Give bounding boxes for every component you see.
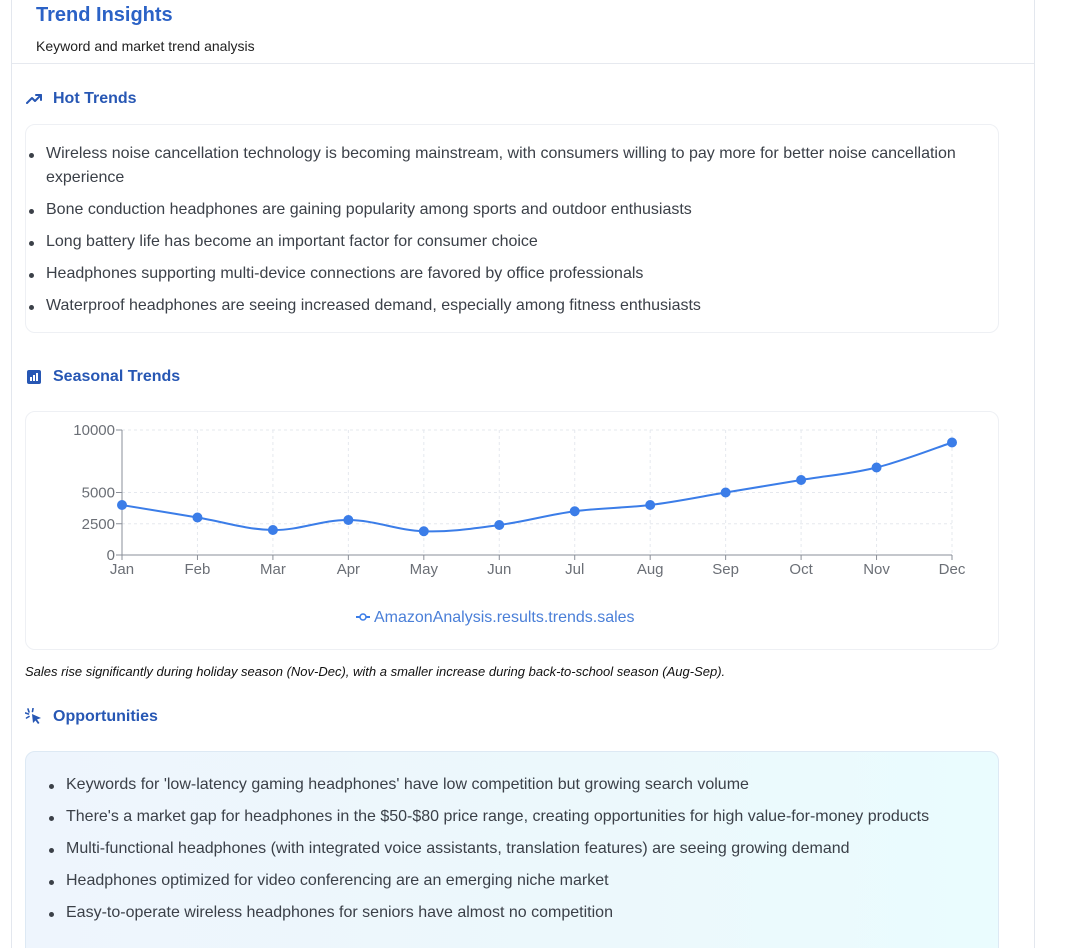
x-tick-label: Oct (789, 561, 813, 578)
data-point (268, 526, 277, 535)
x-tick-label: Jan (109, 561, 135, 578)
list-item: Bone conduction headphones are gaining popularity among sports and outdoor enthusiasts (26, 198, 966, 222)
seasonal-trends-heading (25, 368, 180, 386)
list-item: There's a market gap for headphones in the $50-$80 price range, creating opportunities for high value-for-money products (46, 805, 946, 829)
list-item: Long battery life has become an important factor for consumer choice (26, 230, 966, 254)
data-point (646, 501, 655, 510)
data-point (948, 438, 957, 447)
list-item: Easy-to-operate wireless headphones for seniors have almost no competition (46, 901, 946, 925)
y-tick-label: 5000 (81, 484, 115, 502)
series-line-sales (122, 443, 952, 532)
x-tick-label: Sep (712, 561, 739, 578)
legend-label: AmazonAnalysis.results.trends.sales (374, 609, 635, 626)
data-point (721, 488, 730, 497)
y-tick-label: 0 (106, 547, 115, 564)
x-tick-label: Aug (636, 561, 664, 578)
y-tick-label: 10000 (73, 422, 115, 439)
list-item: Headphones optimized for video conferencing are an emerging niche market (46, 869, 946, 893)
list-item: Wireless noise cancellation technology is becoming mainstream, with consumers willing to pay more for better noise cancellation experience (26, 142, 966, 190)
cursor-click-icon (25, 709, 43, 725)
data-point (570, 507, 579, 516)
seasonal-chart-container (25, 411, 999, 650)
seasonal-note: Sales rise significantly during holiday season (Nov-Dec), with a smaller increase during back-to-school season (Aug-Sep). (25, 664, 726, 679)
data-point (872, 463, 881, 472)
x-tick-label: Jul (565, 561, 585, 578)
legend-swatch-dot (360, 614, 366, 620)
list-item: Waterproof headphones are seeing increased demand, especially among fitness enthusiasts (26, 294, 966, 318)
opportunities-title: Opportunities (53, 708, 158, 725)
data-point (118, 501, 127, 510)
seasonal-sales-chart (26, 412, 1000, 651)
hot-trends-title: Hot Trends (53, 90, 137, 107)
data-point (495, 521, 504, 530)
trending-up-icon (25, 91, 43, 107)
x-tick-label: Feb (184, 561, 211, 578)
x-tick-label: Apr (336, 561, 361, 578)
x-tick-label: Mar (259, 561, 286, 578)
list-item: Headphones supporting multi-device connections are favored by office professionals (26, 262, 966, 286)
x-tick-label: Jun (487, 561, 512, 578)
opportunities-list (46, 773, 946, 933)
opportunities-heading (25, 708, 158, 726)
data-point (797, 476, 806, 485)
opportunities-box (25, 751, 999, 948)
data-point (193, 513, 202, 522)
hot-trends-box (25, 124, 999, 333)
bar-chart-icon (25, 369, 43, 385)
x-tick-label: May (409, 561, 438, 578)
seasonal-trends-title: Seasonal Trends (53, 368, 181, 385)
data-point (419, 527, 428, 536)
data-point (344, 516, 353, 525)
list-item: Multi-functional headphones (with integrated voice assistants, translation features) are seeing growing demand (46, 837, 946, 861)
list-item: Keywords for 'low-latency gaming headphones' have low competition but growing search volume (46, 773, 946, 797)
y-tick-label: 2500 (81, 515, 115, 533)
x-tick-label: Dec (938, 561, 966, 578)
hot-trends-list (26, 142, 966, 326)
page-subtitle: Keyword and market trend analysis (36, 38, 255, 54)
hot-trends-heading (25, 90, 137, 108)
page-title: Trend Insights (36, 4, 173, 26)
card-header (12, 0, 1034, 64)
x-tick-label: Nov (863, 561, 890, 578)
